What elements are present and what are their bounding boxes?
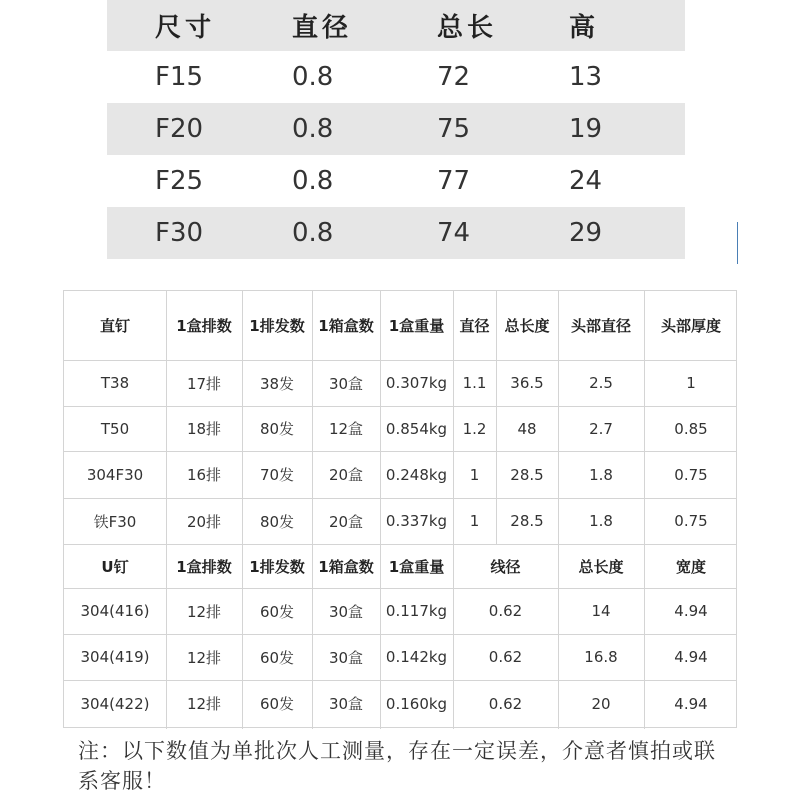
size-cell: 0.8: [292, 62, 334, 92]
size-cell: 75: [437, 114, 471, 144]
straight-cell: 0.337kg: [385, 512, 448, 530]
straight-cell: 16排: [186, 466, 222, 484]
u-cell: 304(422): [80, 694, 150, 713]
straight-cell: 80发: [259, 420, 295, 438]
straight-cell: 1: [469, 465, 480, 484]
u-cell: 0.142kg: [385, 648, 448, 666]
size-cell: F30: [155, 218, 204, 248]
straight-cell: 20盒: [328, 512, 364, 531]
u-cell: 60发: [259, 602, 295, 621]
u-header-cell: 1盒重量: [388, 557, 445, 576]
spec-table: [63, 290, 737, 728]
u-cell: 304(416): [80, 602, 150, 620]
u-cell: 12排: [186, 648, 222, 667]
size-cell: 0.8: [292, 218, 334, 248]
size-cell: 29: [569, 218, 603, 248]
straight-header-cell: 1排发数: [249, 317, 305, 335]
u-cell: 4.94: [674, 694, 708, 713]
size-cell: 13: [569, 62, 603, 92]
straight-cell: 20排: [186, 512, 222, 531]
size-header-cell: 尺寸: [155, 13, 216, 43]
straight-cell: 12盒: [328, 420, 364, 438]
straight-cell: T38: [100, 374, 130, 392]
size-cell: 19: [569, 114, 603, 144]
straight-cell: 0.75: [674, 512, 708, 530]
straight-header-cell: 头部直径: [570, 317, 631, 335]
straight-cell: 1.2: [462, 419, 487, 438]
straight-cell: 0.307kg: [385, 374, 448, 392]
u-header-cell: 1排发数: [249, 557, 305, 576]
straight-header-cell: 头部厚度: [660, 317, 721, 335]
u-cell: 60发: [259, 648, 295, 667]
straight-cell: 1: [686, 374, 696, 392]
u-header-cell: 线径: [490, 557, 521, 576]
straight-cell: 18排: [186, 420, 222, 438]
straight-cell: 1.8: [589, 465, 613, 484]
straight-header-cell: 总长度: [504, 317, 550, 335]
u-header-cell: 总长度: [578, 557, 624, 576]
straight-cell: 38发: [259, 374, 295, 393]
size-header-cell: 高: [569, 13, 600, 43]
u-cell: 4.94: [674, 602, 708, 620]
text-cursor: [737, 222, 738, 264]
size-cell: 72: [437, 62, 471, 92]
size-cell: 77: [437, 166, 471, 196]
u-cell: 12排: [186, 695, 222, 713]
u-cell: 30盒: [328, 602, 364, 621]
u-header-cell: 1盒排数: [176, 557, 232, 576]
straight-cell: 2.7: [589, 419, 613, 438]
straight-cell: 70发: [259, 466, 295, 484]
straight-cell: 20盒: [328, 466, 364, 484]
size-table-header: [107, 0, 685, 51]
u-header-cell: 宽度: [675, 557, 706, 576]
straight-cell: 0.248kg: [385, 465, 448, 484]
size-table-row: [107, 155, 685, 207]
size-table-row: [107, 207, 685, 259]
straight-header-cell: 直径: [459, 317, 490, 335]
straight-cell: 0.75: [674, 465, 708, 484]
straight-cell: 17排: [186, 374, 222, 393]
u-cell: 14: [591, 602, 611, 620]
size-header-cell: 直径: [292, 13, 353, 43]
straight-cell: 0.85: [674, 419, 708, 438]
straight-header-cell: 1盒排数: [176, 317, 232, 335]
size-cell: 74: [437, 218, 471, 248]
straight-header-cell: 1箱盒数: [318, 317, 374, 335]
straight-cell: 48: [517, 419, 537, 438]
straight-cell: 1.1: [462, 374, 487, 392]
straight-cell: 36.5: [510, 374, 544, 392]
straight-cell: 80发: [259, 512, 295, 531]
straight-header-cell: 直钉: [99, 317, 130, 335]
u-header-cell: 1箱盒数: [318, 557, 374, 576]
u-cell: 16.8: [584, 648, 618, 666]
u-cell: 0.160kg: [385, 694, 448, 713]
u-cell: 12排: [186, 602, 222, 621]
u-cell: 0.62: [488, 648, 523, 666]
u-cell: 0.62: [488, 602, 523, 620]
u-cell: 4.94: [674, 648, 708, 666]
straight-cell: 1.8: [589, 512, 613, 530]
size-cell: 0.8: [292, 166, 334, 196]
u-cell: 30盒: [328, 695, 364, 713]
size-cell: F15: [155, 62, 204, 92]
straight-header-cell: 1盒重量: [388, 317, 445, 335]
size-cell: 24: [569, 166, 603, 196]
size-table-row: [107, 51, 685, 103]
u-cell: 304(419): [80, 648, 150, 666]
straight-cell: 30盒: [328, 374, 364, 393]
size-cell: 0.8: [292, 114, 334, 144]
u-cell: 20: [591, 694, 611, 713]
measurement-note: 注：以下数值为单批次人工测量，存在一定误差，介意者慎拍或联系客服！: [78, 739, 716, 793]
straight-cell: 304F30: [86, 465, 144, 484]
straight-cell: 2.5: [589, 374, 613, 392]
straight-cell: 1: [469, 512, 480, 530]
straight-cell: T50: [100, 419, 130, 438]
u-cell: 0.117kg: [385, 602, 448, 620]
size-table: [107, 0, 685, 259]
size-table-row: [107, 103, 685, 155]
u-cell: 60发: [259, 695, 295, 713]
straight-cell: 铁F30: [93, 512, 137, 531]
u-cell: 30盒: [328, 648, 364, 667]
size-header-cell: 总长: [437, 13, 498, 43]
u-header-cell: U钉: [101, 557, 129, 576]
size-cell: F25: [155, 166, 204, 196]
straight-cell: 28.5: [510, 465, 544, 484]
u-cell: 0.62: [488, 694, 523, 713]
straight-cell: 28.5: [510, 512, 544, 530]
straight-cell: 0.854kg: [385, 419, 448, 438]
size-cell: F20: [155, 114, 204, 144]
